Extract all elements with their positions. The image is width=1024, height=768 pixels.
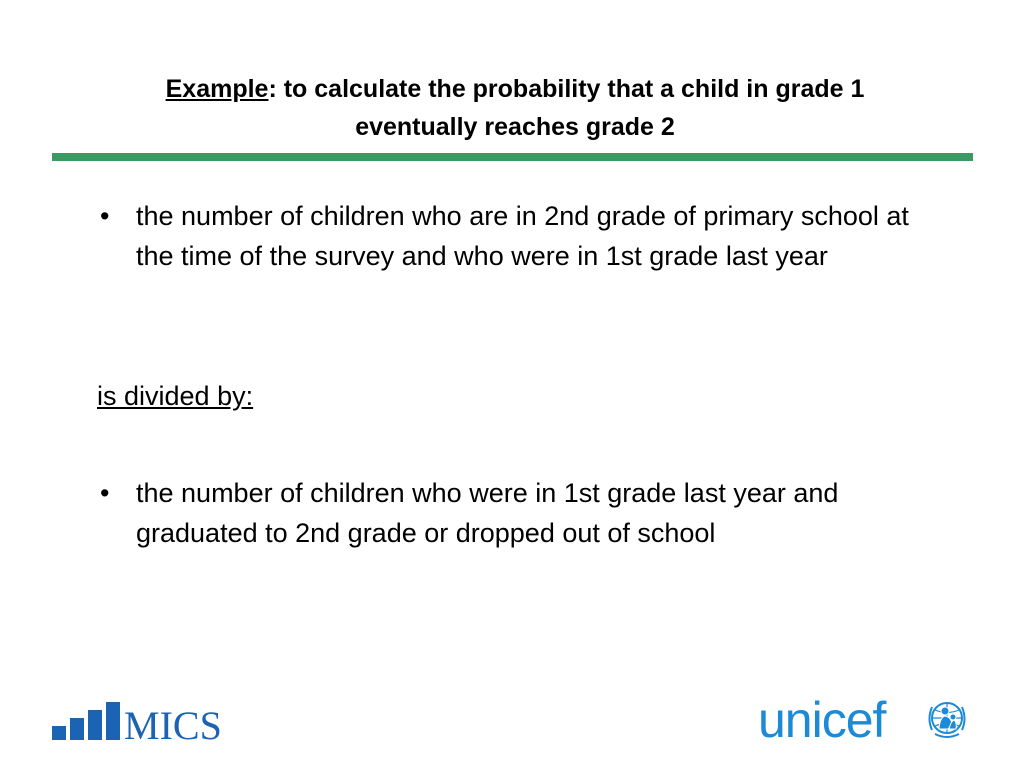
- bullet-text: the number of children who were in 1st grade last year and graduated to 2nd grade or dropped out of school: [136, 478, 839, 548]
- unicef-logo: [758, 692, 978, 752]
- divided-by-label: is divided by:: [97, 381, 254, 411]
- bullet-dot-icon: •: [100, 478, 110, 508]
- mics-logo-text: MICS: [124, 703, 222, 748]
- title-line-1: [60, 70, 970, 108]
- bullet-text: the number of children who are in 2nd grade of primary school at the time of the survey and who were in 1st grade last year: [136, 201, 909, 271]
- emblem-child-head: [950, 714, 956, 720]
- mics-bar-icon: [70, 718, 84, 740]
- unicef-logo-text: unicef: [758, 692, 886, 748]
- emblem-adult-head: [941, 707, 949, 715]
- mics-bar-icon: [106, 702, 120, 740]
- bullet-item-numerator: [100, 196, 920, 276]
- mics-bar-icon: [88, 710, 102, 740]
- mics-bar-icon: [52, 726, 66, 740]
- title-example-label: Example: [165, 75, 269, 103]
- mics-logo: [52, 700, 252, 748]
- slide-title: [60, 70, 970, 146]
- bullet-dot-icon: •: [100, 201, 110, 231]
- title-text: : to calculate the probability that a child in grade 1: [268, 75, 865, 103]
- bullet-item-denominator: [100, 473, 920, 553]
- unicef-emblem-icon: [924, 696, 970, 742]
- title-divider: [52, 153, 973, 161]
- title-line-2: eventually reaches grade 2: [355, 113, 675, 141]
